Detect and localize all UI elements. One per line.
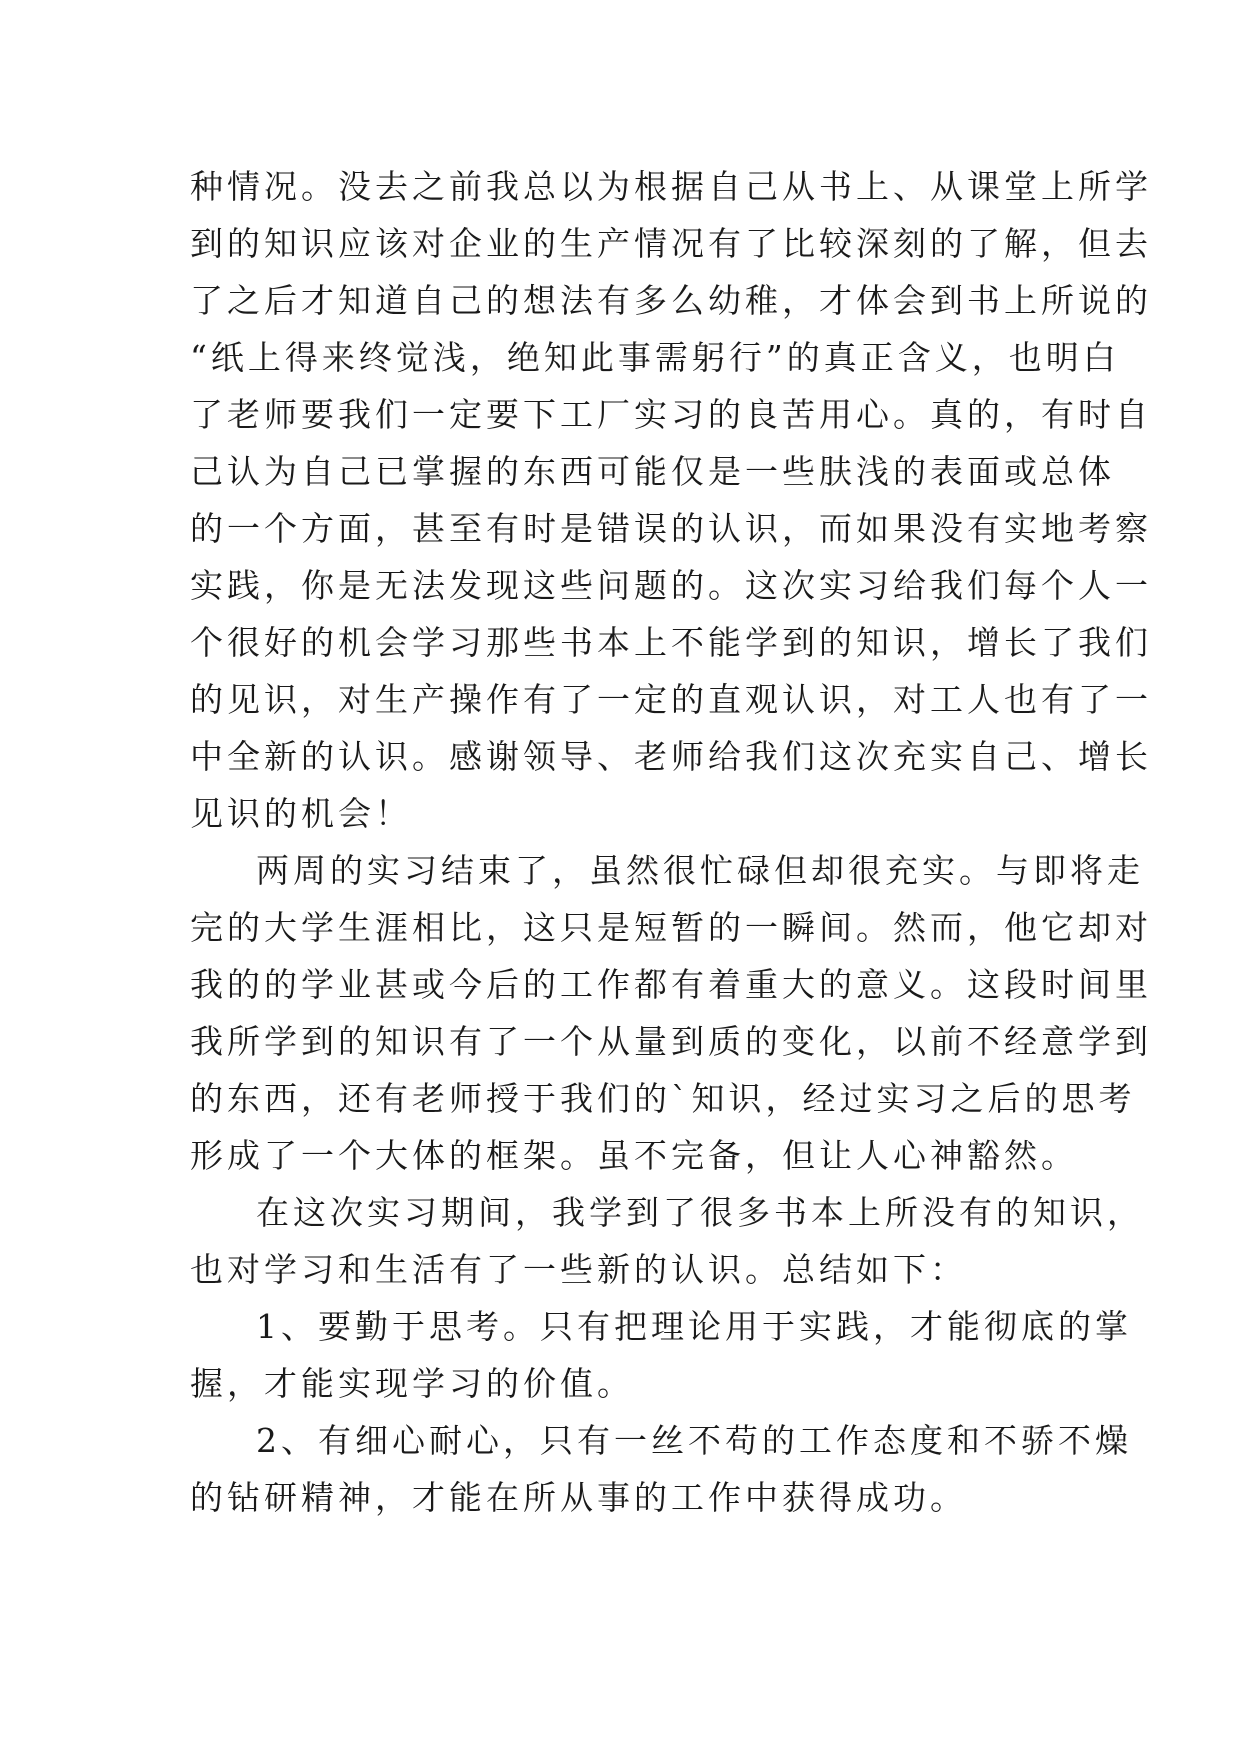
text-line: 种情况。没去之前我总以为根据自己从书上、从课堂上所学 xyxy=(190,167,1152,206)
text-line: 握，才能实现学习的价值。 xyxy=(190,1364,634,1403)
text-line: 个很好的机会学习那些书本上不能学到的知识，增长了我们 xyxy=(190,623,1152,662)
text-line: 1、要勤于思考。只有把理论用于实践，才能彻底的掌 xyxy=(256,1307,1132,1346)
text-line: 2、有细心耐心，只有一丝不苟的工作态度和不骄不燥 xyxy=(256,1421,1132,1460)
text-line: 到的知识应该对企业的生产情况有了比较深刻的了解，但去 xyxy=(190,224,1152,263)
text-line: 实践，你是无法发现这些问题的。这次实习给我们每个人一 xyxy=(190,566,1152,605)
text-line: 中全新的认识。感谢领导、老师给我们这次充实自己、增长 xyxy=(190,737,1152,776)
text-line: “纸上得来终觉浅，绝知此事需躬行”的真正含义，也明白 xyxy=(190,338,1120,377)
text-line: 了老师要我们一定要下工厂实习的良苦用心。真的，有时自 xyxy=(190,395,1152,434)
text-line: 形成了一个大体的框架。虽不完备，但让人心神豁然。 xyxy=(190,1136,1078,1175)
paragraph xyxy=(190,1184,1144,1298)
text-line: 了之后才知道自己的想法有多么幼稚，才体会到书上所说的 xyxy=(190,281,1152,320)
paragraph xyxy=(190,842,1152,1184)
text-line: 在这次实习期间，我学到了很多书本上所没有的知识， xyxy=(256,1193,1144,1232)
text-line: 的见识，对生产操作有了一定的直观认识，对工人也有了一 xyxy=(190,680,1152,719)
text-line: 的一个方面，甚至有时是错误的认识，而如果没有实地考察 xyxy=(190,509,1152,548)
document-body xyxy=(190,158,1152,1526)
paragraph xyxy=(190,158,1152,842)
text-line: 我所学到的知识有了一个从量到质的变化，以前不经意学到 xyxy=(190,1022,1152,1061)
text-line: 的东西，还有老师授于我们的`知识，经过实习之后的思考 xyxy=(190,1079,1136,1118)
list-item xyxy=(190,1412,1132,1526)
text-line: 两周的实习结束了，虽然很忙碌但却很充实。与即将走 xyxy=(256,851,1144,890)
text-line: 的钻研精神，才能在所从事的工作中获得成功。 xyxy=(190,1478,967,1517)
list-item xyxy=(190,1298,1132,1412)
text-line: 我的的学业甚或今后的工作都有着重大的意义。这段时间里 xyxy=(190,965,1152,1004)
text-line: 己认为自己已掌握的东西可能仅是一些肤浅的表面或总体 xyxy=(190,452,1115,491)
text-line: 也对学习和生活有了一些新的认识。总结如下： xyxy=(190,1250,967,1289)
text-line: 见识的机会！ xyxy=(190,794,412,833)
text-line: 完的大学生涯相比，这只是短暂的一瞬间。然而，他它却对 xyxy=(190,908,1152,947)
